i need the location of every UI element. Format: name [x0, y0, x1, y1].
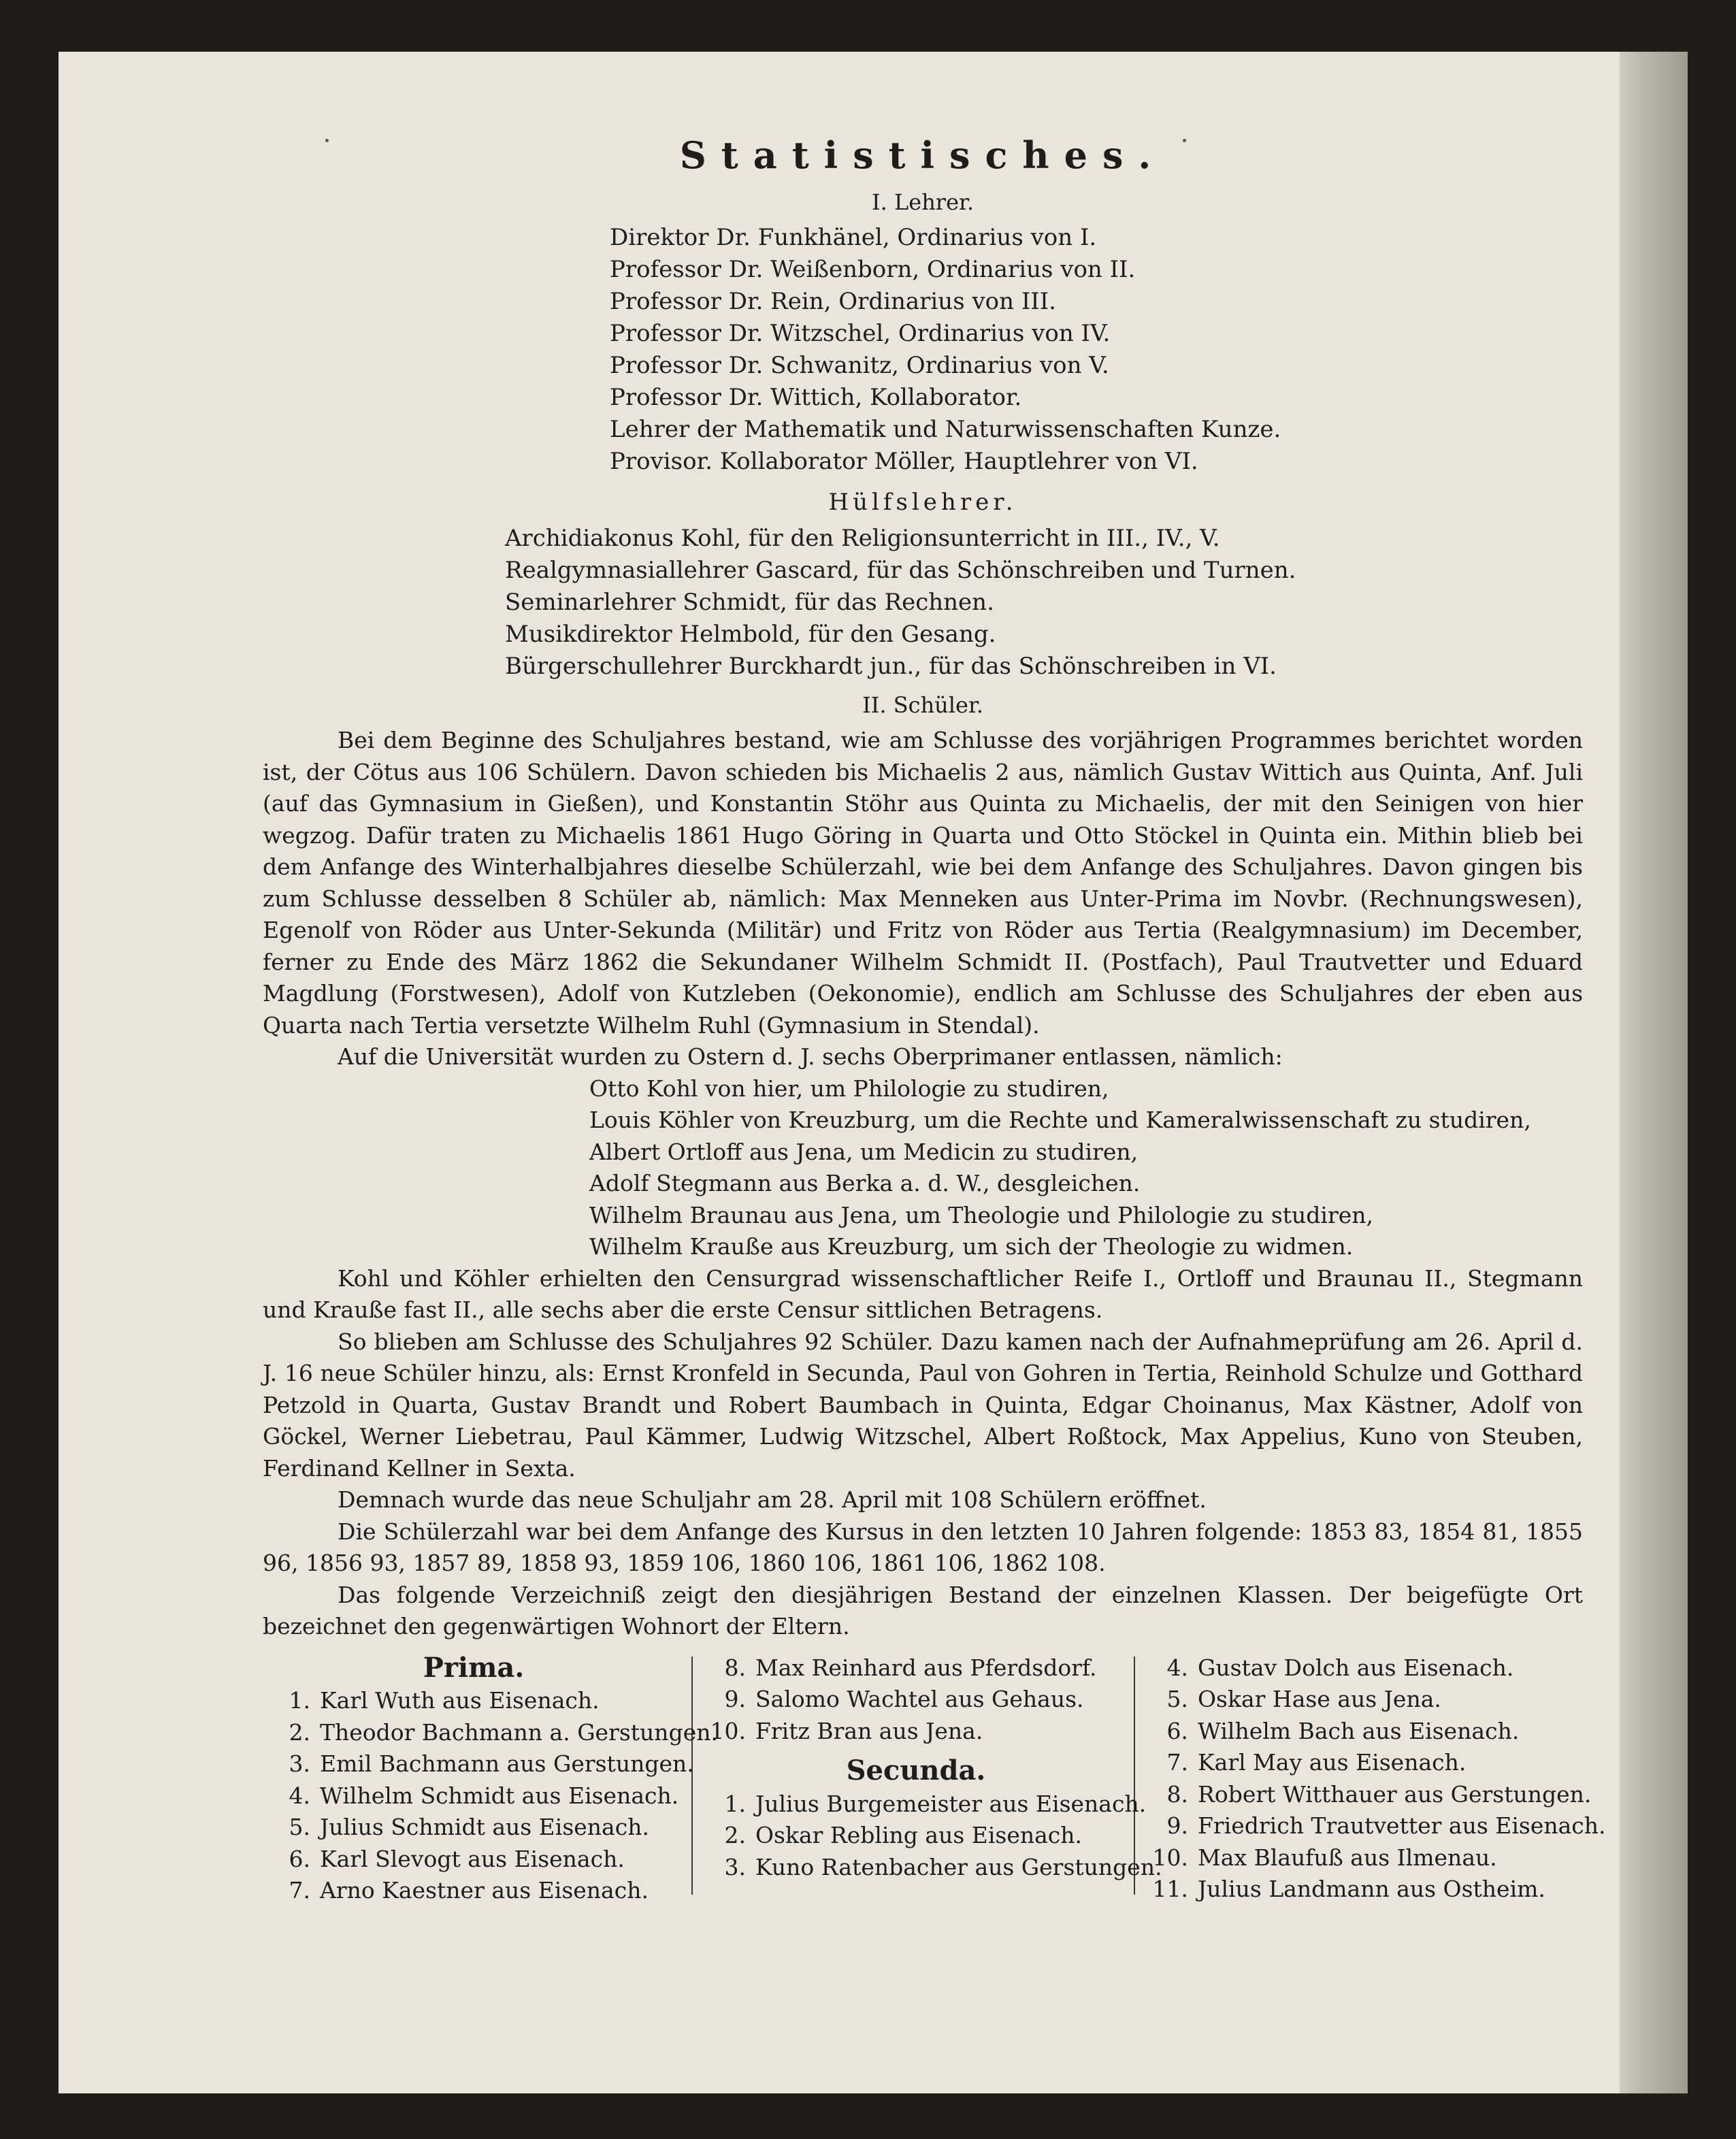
list-item: 7. Arno Kaestner aus Eisenach.	[289, 1877, 649, 1904]
list-item: 1. Karl Wuth aus Eisenach.	[289, 1687, 600, 1714]
book-binding-edge	[1620, 52, 1688, 2093]
list-item: 10. Fritz Bran aus Jena.	[710, 1717, 983, 1744]
paragraph-opening: Demnach wurde das neue Schuljahr am 28. April mit 108 Schülern eröffnet.	[338, 1486, 1207, 1513]
helper-line: Musikdirektor Helmbold, für den Gesang.	[505, 621, 996, 648]
list-item: 9. Friedrich Trautvetter aus Eisenach.	[1166, 1812, 1606, 1839]
list-item: 7. Karl May aus Eisenach.	[1166, 1749, 1467, 1776]
list-item: 10. Max Blaufuß aus Ilmenau.	[1152, 1844, 1497, 1871]
helper-list	[505, 523, 1583, 683]
staff-line: Professor Dr. Wittich, Kollaborator.	[610, 384, 1022, 411]
paragraph-university: Auf die Universität wurden zu Ostern d. J. sechs Oberprimaner entlassen, nämlich:	[338, 1043, 1283, 1070]
list-item: 3. Emil Bachmann aus Gerstungen.	[289, 1750, 694, 1777]
list-item: 11. Julius Landmann aus Ostheim.	[1152, 1876, 1545, 1902]
graduate-line: Otto Kohl von hier, um Philologie zu studiren,	[589, 1075, 1109, 1102]
graduate-line: Louis Köhler von Kreuzburg, um die Rechte und Kameralwissenschaft zu studiren,	[589, 1107, 1531, 1133]
list-item: 6. Wilhelm Bach aus Eisenach.	[1166, 1717, 1520, 1744]
helper-line: Archidiakonus Kohl, für den Religionsunterricht in III., IV., V.	[505, 525, 1220, 552]
list-item: 6. Karl Slevogt aus Eisenach.	[289, 1845, 625, 1872]
list-item: 4. Wilhelm Schmidt aus Eisenach.	[289, 1782, 679, 1809]
paragraph-grades: Kohl und Köhler erhielten den Censurgrad wissenschaftlicher Reife I., Ortloff und Braunau II., Stegmann und Krauße fast II., alle sechs aber die erste Censur sittlichen Betragens.	[263, 1264, 1583, 1323]
staff-line: Provisor. Kollaborator Möller, Hauptlehrer von VI.	[610, 448, 1198, 475]
secunda-column-2	[1141, 1652, 1606, 1906]
paragraph-enrollment-history: Die Schülerzahl war bei dem Anfange des Kursus in den letzten 10 Jahren folgende: 1853 83, 1854 81, 1855 96, 1856 93, 1857 89, 1858 93, 1859 106, 1860 106, 1861 106, 1862 108.	[263, 1518, 1583, 1576]
paragraph-new-students: So blieben am Schlusse des Schuljahres 92 Schüler. Dazu kamen nach der Aufnahmeprüfung am 26. April d. J. 16 neue Schüler hinzu, als: Ernst Kronfeld in Secunda, Paul von Gohren in Tertia, Reinhold Schulze und Gotthard Petzold in Quarta, Gustav Brandt und Robert Baumbach in Quinta, Edgar Choinanus, Max Kästner, Adolf von Göckel, Werner Liebetrau, Paul Kämmer, Ludwig Witzschel, Albert Roßtock, Max Appelius, Kuno von Steuben, Ferdinand Kellner in Sexta.	[263, 1328, 1583, 1482]
middle-column	[698, 1652, 1162, 1884]
graduate-line: Wilhelm Braunau aus Jena, um Theologie und Philologie zu studiren,	[589, 1201, 1374, 1228]
staff-line: Professor Dr. Schwanitz, Ordinarius von V.	[610, 352, 1109, 379]
list-item: 3. Kuno Ratenbacher aus Gerstungen.	[724, 1853, 1162, 1880]
helper-line: Seminarlehrer Schmidt, für das Rechnen.	[505, 589, 994, 616]
prima-column-1	[263, 1651, 718, 1907]
paragraph-enrollment: Bei dem Beginne des Schuljahres bestand, wie am Schlusse des vorjährigen Programmes berichtet worden ist, der Cötus aus 106 Schülern. Davon schieden bis Michaelis 2 aus, nämlich Gustav Wittich aus Quinta, Anf. Juli (auf das Gymnasium in Gießen), und Konstantin Stöhr aus Quinta zu Michaelis, der mit den Seinigen von hier wegzog. Dafür traten zu Michaelis 1861 Hugo Göring in Quarta und Otto Stöckel in Quinta ein. Mithin blieb bei dem Anfange des Winterhalbjahres dieselbe Schülerzahl, wie bei dem Anfange des Schuljahres. Davon gingen bis zum Schlusse desselben 8 Schüler ab, nämlich: Max Menneken aus Unter-Prima im Novbr. (Rechnungswesen), Egenolf von Röder aus Unter-Sekunda (Militär) und Fritz von Röder aus Tertia (Realgymnasium) im December, ferner zu Ende des März 1862 die Sekundaner Wilhelm Schmidt II. (Postfach), Paul Trautvetter und Eduard Magdlung (Forstwesen), Adolf von Kutzleben (Oekonomie), endlich am Schlusse des Schuljahres der eben aus Quarta nach Tertia versetzte Wilhelm Ruhl (Gymnasium in Stendal).	[263, 727, 1583, 1039]
secunda-heading: Secunda.	[846, 1754, 986, 1786]
page-content	[263, 79, 1606, 1911]
list-item: 5. Oskar Hase aus Jena.	[1166, 1686, 1441, 1712]
staff-line: Professor Dr. Rein, Ordinarius von III.	[610, 288, 1056, 315]
students-heading: II. Schüler.	[862, 692, 983, 718]
teachers-heading: I. Lehrer.	[872, 189, 974, 215]
helpers-heading: Hülfslehrer.	[828, 489, 1017, 516]
page-title: Statistisches.	[679, 133, 1166, 177]
list-item: 8. Max Reinhard aus Pferdsdorf.	[724, 1654, 1097, 1681]
list-item: 2. Theodor Bachmann a. Gerstungen.	[289, 1718, 718, 1746]
graduate-line: Adolf Stegmann aus Berka a. d. W., desgleichen.	[589, 1170, 1141, 1196]
staff-line: Lehrer der Mathematik und Naturwissenschaften Kunze.	[610, 416, 1281, 443]
list-item: 1. Julius Burgemeister aus Eisenach.	[724, 1790, 1147, 1817]
paragraph-directory-intro: Das folgende Verzeichniß zeigt den diesjährigen Bestand der einzelnen Klassen. Der beigefügte Ort bezeichnet den gegenwärtigen Wohnort der Eltern.	[263, 1581, 1583, 1639]
list-item: 9. Salomo Wachtel aus Gehaus.	[724, 1686, 1084, 1712]
list-item: 4. Gustav Dolch aus Eisenach.	[1166, 1654, 1514, 1681]
staff-line: Professor Dr. Witzschel, Ordinarius von IV.	[610, 320, 1111, 347]
graduates-list	[589, 1073, 1583, 1263]
document-page	[59, 52, 1678, 2093]
list-item: 5. Julius Schmidt aus Eisenach.	[289, 1814, 649, 1840]
staff-line: Professor Dr. Weißenborn, Ordinarius von II.	[610, 256, 1136, 283]
helper-line: Realgymnasiallehrer Gascard, für das Schönschreiben und Turnen.	[505, 557, 1296, 584]
list-item: 8. Robert Witthauer aus Gerstungen.	[1166, 1780, 1592, 1808]
staff-list	[610, 222, 1583, 478]
helper-line: Bürgerschullehrer Burckhardt jun., für das Schönschreiben in VI.	[505, 653, 1277, 680]
staff-line: Direktor Dr. Funkhänel, Ordinarius von I.	[610, 224, 1097, 251]
class-lists	[263, 1651, 1606, 1911]
graduate-line: Albert Ortloff aus Jena, um Medicin zu studiren,	[589, 1138, 1139, 1165]
graduate-line: Wilhelm Krauße aus Kreuzburg, um sich der Theologie zu widmen.	[589, 1233, 1354, 1260]
prima-heading: Prima.	[423, 1651, 525, 1684]
list-item: 2. Oskar Rebling aus Eisenach.	[724, 1822, 1083, 1848]
